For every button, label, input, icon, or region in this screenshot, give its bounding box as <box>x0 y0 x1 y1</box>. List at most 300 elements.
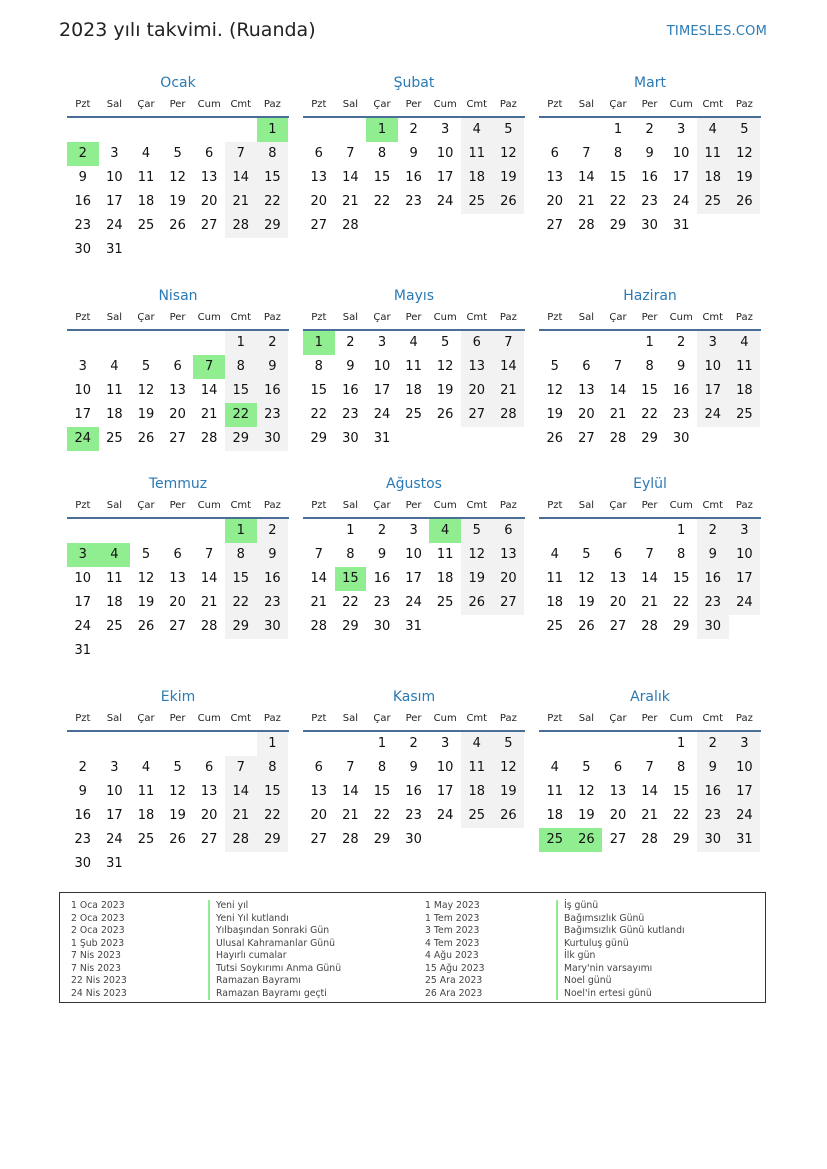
weekday-label: Paz <box>499 99 517 110</box>
weekday-header <box>67 94 289 118</box>
weekday-label: Per <box>405 99 422 110</box>
legend-date: 26 Ara 2023 <box>425 987 483 999</box>
day-cell: 10 <box>74 571 92 586</box>
weekday-header <box>67 708 289 732</box>
day-cell: 8 <box>314 359 323 374</box>
day-cell: 25 <box>106 431 123 446</box>
day-cell: 31 <box>106 856 123 871</box>
day-cell: 30 <box>257 615 289 639</box>
day-cell: 24 <box>405 595 422 610</box>
day-cell: 6 <box>613 760 623 775</box>
weekday-label: Per <box>405 713 422 724</box>
day-cell: 3 <box>78 359 87 374</box>
day-cell: 3 <box>110 146 119 161</box>
day-cell: 20 <box>200 194 218 209</box>
day-cell: 29 <box>641 431 658 446</box>
weekday-label: Per <box>405 312 422 323</box>
day-cell: 15 <box>641 383 658 398</box>
legend-dates-1 <box>71 900 127 1000</box>
weekday-label: Çar <box>609 713 627 724</box>
day-cell: 25 <box>461 804 493 828</box>
empty-cell <box>162 331 194 355</box>
legend-holiday-name: Ulusal Kahramanlar Günü <box>208 938 341 951</box>
day-cell: 9 <box>677 359 686 374</box>
holiday-day-cell: 22 <box>225 403 257 427</box>
holiday-day-cell: 1 <box>303 331 335 355</box>
empty-cell <box>67 331 99 355</box>
legend-holiday-name: Mary'nin varsayımı <box>556 963 685 976</box>
day-cell: 18 <box>137 194 155 209</box>
day-cell: 12 <box>493 756 525 780</box>
day-cell: 25 <box>697 190 729 214</box>
month-name: Aralık <box>630 689 670 705</box>
weekday-label: Pzt <box>547 312 563 323</box>
day-cell: 11 <box>546 571 564 586</box>
day-grid <box>303 118 525 238</box>
day-cell: 3 <box>441 736 450 751</box>
weekday-label: Pzt <box>547 500 563 511</box>
day-cell: 14 <box>641 571 658 586</box>
weekday-label: Paz <box>499 500 517 511</box>
weekday-label: Sal <box>342 500 359 511</box>
day-cell: 23 <box>257 591 289 615</box>
day-cell: 5 <box>173 760 182 775</box>
day-cell: 5 <box>141 359 151 374</box>
day-cell: 12 <box>578 571 595 586</box>
weekday-label: Cmt <box>230 500 252 511</box>
day-cell: 11 <box>137 784 155 799</box>
day-cell: 19 <box>436 383 454 398</box>
day-cell: 14 <box>225 780 257 804</box>
day-cell: 17 <box>729 780 761 804</box>
day-cell: 5 <box>173 146 182 161</box>
day-cell: 8 <box>377 146 387 161</box>
day-cell: 6 <box>314 760 323 775</box>
weekday-label: Per <box>169 99 186 110</box>
day-cell: 8 <box>377 760 387 775</box>
day-cell: 21 <box>493 379 525 403</box>
weekday-label: Sal <box>578 312 595 323</box>
empty-cell <box>571 732 603 756</box>
day-cell: 21 <box>342 194 359 209</box>
weekday-label: Sal <box>342 312 359 323</box>
day-cell: 21 <box>609 407 627 422</box>
weekday-label: Çar <box>609 312 627 323</box>
day-grid <box>539 118 761 238</box>
day-cell: 6 <box>173 359 182 374</box>
day-cell: 11 <box>137 170 155 185</box>
day-cell: 26 <box>436 407 454 422</box>
day-cell: 9 <box>346 359 355 374</box>
day-cell: 4 <box>550 760 559 775</box>
legend-date: 1 Şub 2023 <box>71 937 125 949</box>
day-cell: 29 <box>257 828 289 852</box>
day-cell: 9 <box>697 756 729 780</box>
day-cell: 13 <box>493 543 525 567</box>
day-grid <box>67 118 289 262</box>
day-cell: 5 <box>729 118 761 142</box>
weekday-label: Paz <box>263 99 281 110</box>
day-cell: 11 <box>405 359 422 374</box>
weekday-header <box>303 495 525 519</box>
day-cell: 9 <box>409 760 418 775</box>
day-cell: 27 <box>169 431 186 446</box>
empty-cell <box>571 118 603 142</box>
day-cell: 25 <box>405 407 422 422</box>
day-cell: 7 <box>645 760 654 775</box>
weekday-label: Paz <box>263 312 281 323</box>
day-cell: 12 <box>137 571 155 586</box>
empty-cell <box>99 732 131 756</box>
day-cell: 1 <box>677 736 686 751</box>
day-cell: 12 <box>461 543 493 567</box>
legend-holiday-name: Kurtuluş günü <box>556 938 685 951</box>
day-cell: 15 <box>225 379 257 403</box>
day-cell: 3 <box>110 760 119 775</box>
legend-date: 2 Oca 2023 <box>71 925 125 936</box>
day-cell: 10 <box>436 760 454 775</box>
empty-cell <box>539 118 571 142</box>
day-cell: 26 <box>493 190 525 214</box>
day-cell: 30 <box>74 242 92 257</box>
day-cell: 23 <box>342 407 359 422</box>
day-cell: 25 <box>137 218 155 233</box>
day-cell: 2 <box>697 732 729 756</box>
day-cell: 30 <box>257 427 289 451</box>
day-cell: 19 <box>169 194 186 209</box>
weekday-label: Per <box>405 500 422 511</box>
day-cell: 14 <box>641 784 658 799</box>
day-cell: 20 <box>310 194 328 209</box>
day-cell: 8 <box>225 543 257 567</box>
weekday-header <box>67 495 289 519</box>
site-link[interactable]: TIMESLES.COM <box>666 24 767 39</box>
day-cell: 5 <box>141 547 151 562</box>
day-cell: 17 <box>405 571 422 586</box>
day-cell: 6 <box>314 146 323 161</box>
day-cell: 11 <box>461 142 493 166</box>
day-cell: 1 <box>645 335 654 350</box>
day-cell: 15 <box>672 784 690 799</box>
day-cell: 22 <box>609 194 627 209</box>
day-cell: 18 <box>137 808 155 823</box>
day-cell: 5 <box>493 118 525 142</box>
weekday-label: Paz <box>735 99 753 110</box>
empty-cell <box>162 732 194 756</box>
empty-cell <box>225 732 257 756</box>
holiday-day-cell: 26 <box>571 828 603 852</box>
day-cell: 18 <box>546 595 564 610</box>
holiday-day-cell: 25 <box>539 828 571 852</box>
weekday-label: Cmt <box>702 500 724 511</box>
day-cell: 8 <box>677 547 686 562</box>
day-cell: 2 <box>257 331 289 355</box>
day-cell: 29 <box>225 427 257 451</box>
empty-cell <box>130 519 162 543</box>
day-cell: 2 <box>409 736 418 751</box>
day-cell: 5 <box>441 335 450 350</box>
day-cell: 13 <box>169 571 186 586</box>
day-cell: 10 <box>697 355 729 379</box>
day-cell: 12 <box>578 784 595 799</box>
weekday-label: Cum <box>669 713 693 724</box>
day-cell: 30 <box>74 856 92 871</box>
day-cell: 9 <box>697 543 729 567</box>
day-cell: 15 <box>257 780 289 804</box>
day-cell: 30 <box>342 431 359 446</box>
weekday-label: Sal <box>106 500 123 511</box>
weekday-label: Çar <box>137 99 155 110</box>
legend-date: 7 Nis 2023 <box>71 962 121 974</box>
day-cell: 22 <box>342 595 359 610</box>
day-cell: 4 <box>461 118 493 142</box>
day-cell: 10 <box>729 543 761 567</box>
day-cell: 14 <box>578 170 595 185</box>
day-cell: 15 <box>225 567 257 591</box>
day-cell: 1 <box>346 523 355 538</box>
day-cell: 16 <box>672 383 690 398</box>
day-cell: 3 <box>409 523 418 538</box>
day-cell: 24 <box>373 407 391 422</box>
weekday-label: Pzt <box>75 99 91 110</box>
month-name: Şubat <box>393 75 435 91</box>
day-cell: 20 <box>169 595 186 610</box>
day-cell: 31 <box>405 619 422 634</box>
legend-holiday-name: Yeni yıl <box>208 900 341 913</box>
weekday-header <box>539 495 761 519</box>
day-cell: 28 <box>200 619 218 634</box>
day-cell: 16 <box>74 194 92 209</box>
month-name: Ocak <box>160 75 196 91</box>
day-cell: 11 <box>546 784 564 799</box>
weekday-label: Pzt <box>75 713 91 724</box>
weekday-label: Paz <box>735 500 753 511</box>
empty-cell <box>602 519 634 543</box>
holiday-legend <box>59 892 766 1003</box>
weekday-label: Paz <box>263 500 281 511</box>
empty-cell <box>634 519 666 543</box>
day-cell: 30 <box>697 828 729 852</box>
day-cell: 7 <box>645 547 654 562</box>
day-cell: 26 <box>578 619 595 634</box>
weekday-label: Cmt <box>466 99 488 110</box>
day-cell: 30 <box>641 218 658 233</box>
day-grid <box>539 519 761 639</box>
day-cell: 4 <box>729 331 761 355</box>
day-cell: 1 <box>225 331 257 355</box>
empty-cell <box>193 732 225 756</box>
day-cell: 31 <box>106 242 123 257</box>
weekday-header <box>303 307 525 331</box>
day-cell: 9 <box>645 146 654 161</box>
empty-cell <box>67 118 99 142</box>
day-cell: 20 <box>461 379 493 403</box>
weekday-label: Paz <box>735 312 753 323</box>
day-cell: 18 <box>461 166 493 190</box>
day-cell: 16 <box>257 379 289 403</box>
weekday-label: Cmt <box>702 713 724 724</box>
day-cell: 14 <box>310 571 328 586</box>
day-cell: 23 <box>405 194 422 209</box>
legend-date: 22 Nis 2023 <box>71 975 127 986</box>
day-cell: 6 <box>493 519 525 543</box>
day-grid <box>303 519 525 639</box>
empty-cell <box>162 519 194 543</box>
month-block <box>539 473 761 639</box>
day-cell: 23 <box>405 808 422 823</box>
weekday-label: Çar <box>137 500 155 511</box>
day-cell: 23 <box>697 804 729 828</box>
weekday-label: Çar <box>373 500 391 511</box>
weekday-label: Cmt <box>702 99 724 110</box>
weekday-label: Sal <box>578 500 595 511</box>
legend-holiday-name: Noel günü <box>556 975 685 988</box>
day-cell: 11 <box>729 355 761 379</box>
day-cell: 2 <box>78 760 87 775</box>
weekday-label: Pzt <box>311 312 327 323</box>
day-cell: 26 <box>137 619 155 634</box>
day-cell: 17 <box>106 194 123 209</box>
day-cell: 27 <box>546 218 564 233</box>
day-cell: 23 <box>257 403 289 427</box>
weekday-label: Cmt <box>466 500 488 511</box>
day-cell: 27 <box>169 619 186 634</box>
month-block <box>539 72 761 238</box>
day-cell: 27 <box>310 832 328 847</box>
day-cell: 28 <box>641 832 658 847</box>
empty-cell <box>193 331 225 355</box>
day-cell: 28 <box>493 403 525 427</box>
day-cell: 16 <box>257 567 289 591</box>
day-cell: 6 <box>613 547 623 562</box>
day-cell: 19 <box>546 407 564 422</box>
day-cell: 21 <box>310 595 328 610</box>
holiday-day-cell: 4 <box>99 543 131 567</box>
weekday-label: Sal <box>342 713 359 724</box>
day-cell: 23 <box>672 407 690 422</box>
day-cell: 20 <box>200 808 218 823</box>
day-cell: 17 <box>697 379 729 403</box>
day-cell: 22 <box>257 804 289 828</box>
weekday-label: Cmt <box>230 99 252 110</box>
day-cell: 12 <box>546 383 564 398</box>
month-name: Ağustos <box>386 476 442 492</box>
day-cell: 13 <box>200 170 218 185</box>
day-cell: 17 <box>436 170 454 185</box>
day-cell: 3 <box>377 335 387 350</box>
day-cell: 8 <box>613 146 623 161</box>
day-grid <box>539 732 761 852</box>
day-cell: 9 <box>78 784 87 799</box>
day-cell: 21 <box>200 595 218 610</box>
day-cell: 9 <box>257 543 289 567</box>
day-grid <box>67 331 289 451</box>
empty-cell <box>99 519 131 543</box>
day-cell: 30 <box>697 615 729 639</box>
day-cell: 22 <box>225 591 257 615</box>
legend-holiday-name: Bağımsızlık Günü kutlandı <box>556 925 685 938</box>
weekday-label: Cum <box>433 312 457 323</box>
day-cell: 20 <box>493 567 525 591</box>
weekday-label: Pzt <box>311 99 327 110</box>
month-name: Haziran <box>623 288 677 304</box>
month-block <box>303 686 525 852</box>
day-cell: 24 <box>436 808 454 823</box>
day-cell: 13 <box>546 170 564 185</box>
weekday-label: Per <box>641 500 658 511</box>
day-cell: 29 <box>342 619 359 634</box>
weekday-label: Çar <box>373 99 391 110</box>
day-cell: 3 <box>441 122 450 137</box>
day-cell: 7 <box>493 331 525 355</box>
day-cell: 17 <box>74 595 92 610</box>
month-block <box>303 285 525 451</box>
day-cell: 21 <box>225 190 257 214</box>
empty-cell <box>303 118 335 142</box>
month-block <box>67 72 289 262</box>
day-cell: 21 <box>641 595 658 610</box>
day-cell: 6 <box>582 359 591 374</box>
day-cell: 26 <box>461 591 493 615</box>
day-cell: 15 <box>373 170 391 185</box>
day-cell: 8 <box>346 547 355 562</box>
day-cell: 18 <box>729 379 761 403</box>
day-cell: 28 <box>342 832 359 847</box>
day-cell: 13 <box>200 784 218 799</box>
weekday-label: Sal <box>106 99 123 110</box>
day-cell: 19 <box>493 166 525 190</box>
weekday-label: Çar <box>373 312 391 323</box>
day-cell: 31 <box>373 431 391 446</box>
weekday-label: Cum <box>197 99 221 110</box>
empty-cell <box>67 519 99 543</box>
day-cell: 12 <box>137 383 155 398</box>
day-cell: 18 <box>546 808 564 823</box>
legend-date: 7 Nis 2023 <box>71 950 121 961</box>
legend-holiday-name: Yeni Yıl kutlandı <box>208 913 341 926</box>
legend-date: 1 Tem 2023 <box>425 912 480 924</box>
day-cell: 29 <box>225 615 257 639</box>
day-cell: 11 <box>106 383 123 398</box>
month-name: Nisan <box>158 288 198 304</box>
day-cell: 5 <box>582 547 591 562</box>
weekday-label: Per <box>641 312 658 323</box>
empty-cell <box>67 732 99 756</box>
day-cell: 19 <box>729 166 761 190</box>
day-cell: 18 <box>106 407 123 422</box>
day-cell: 9 <box>78 170 87 185</box>
weekday-label: Cum <box>433 500 457 511</box>
day-cell: 17 <box>729 567 761 591</box>
legend-date: 1 Oca 2023 <box>71 900 125 911</box>
weekday-label: Cum <box>669 99 693 110</box>
day-cell: 20 <box>546 194 564 209</box>
day-cell: 16 <box>74 808 92 823</box>
day-cell: 19 <box>493 780 525 804</box>
day-cell: 22 <box>257 190 289 214</box>
day-cell: 6 <box>461 331 493 355</box>
empty-cell <box>303 519 335 543</box>
holiday-day-cell: 24 <box>67 427 99 451</box>
day-cell: 1 <box>377 736 387 751</box>
empty-cell <box>225 118 257 142</box>
day-cell: 30 <box>672 431 690 446</box>
legend-holiday-name: Yılbaşından Sonraki Gün <box>208 925 341 938</box>
day-cell: 18 <box>461 780 493 804</box>
weekday-label: Paz <box>499 312 517 323</box>
day-cell: 26 <box>137 431 155 446</box>
day-cell: 25 <box>106 619 123 634</box>
